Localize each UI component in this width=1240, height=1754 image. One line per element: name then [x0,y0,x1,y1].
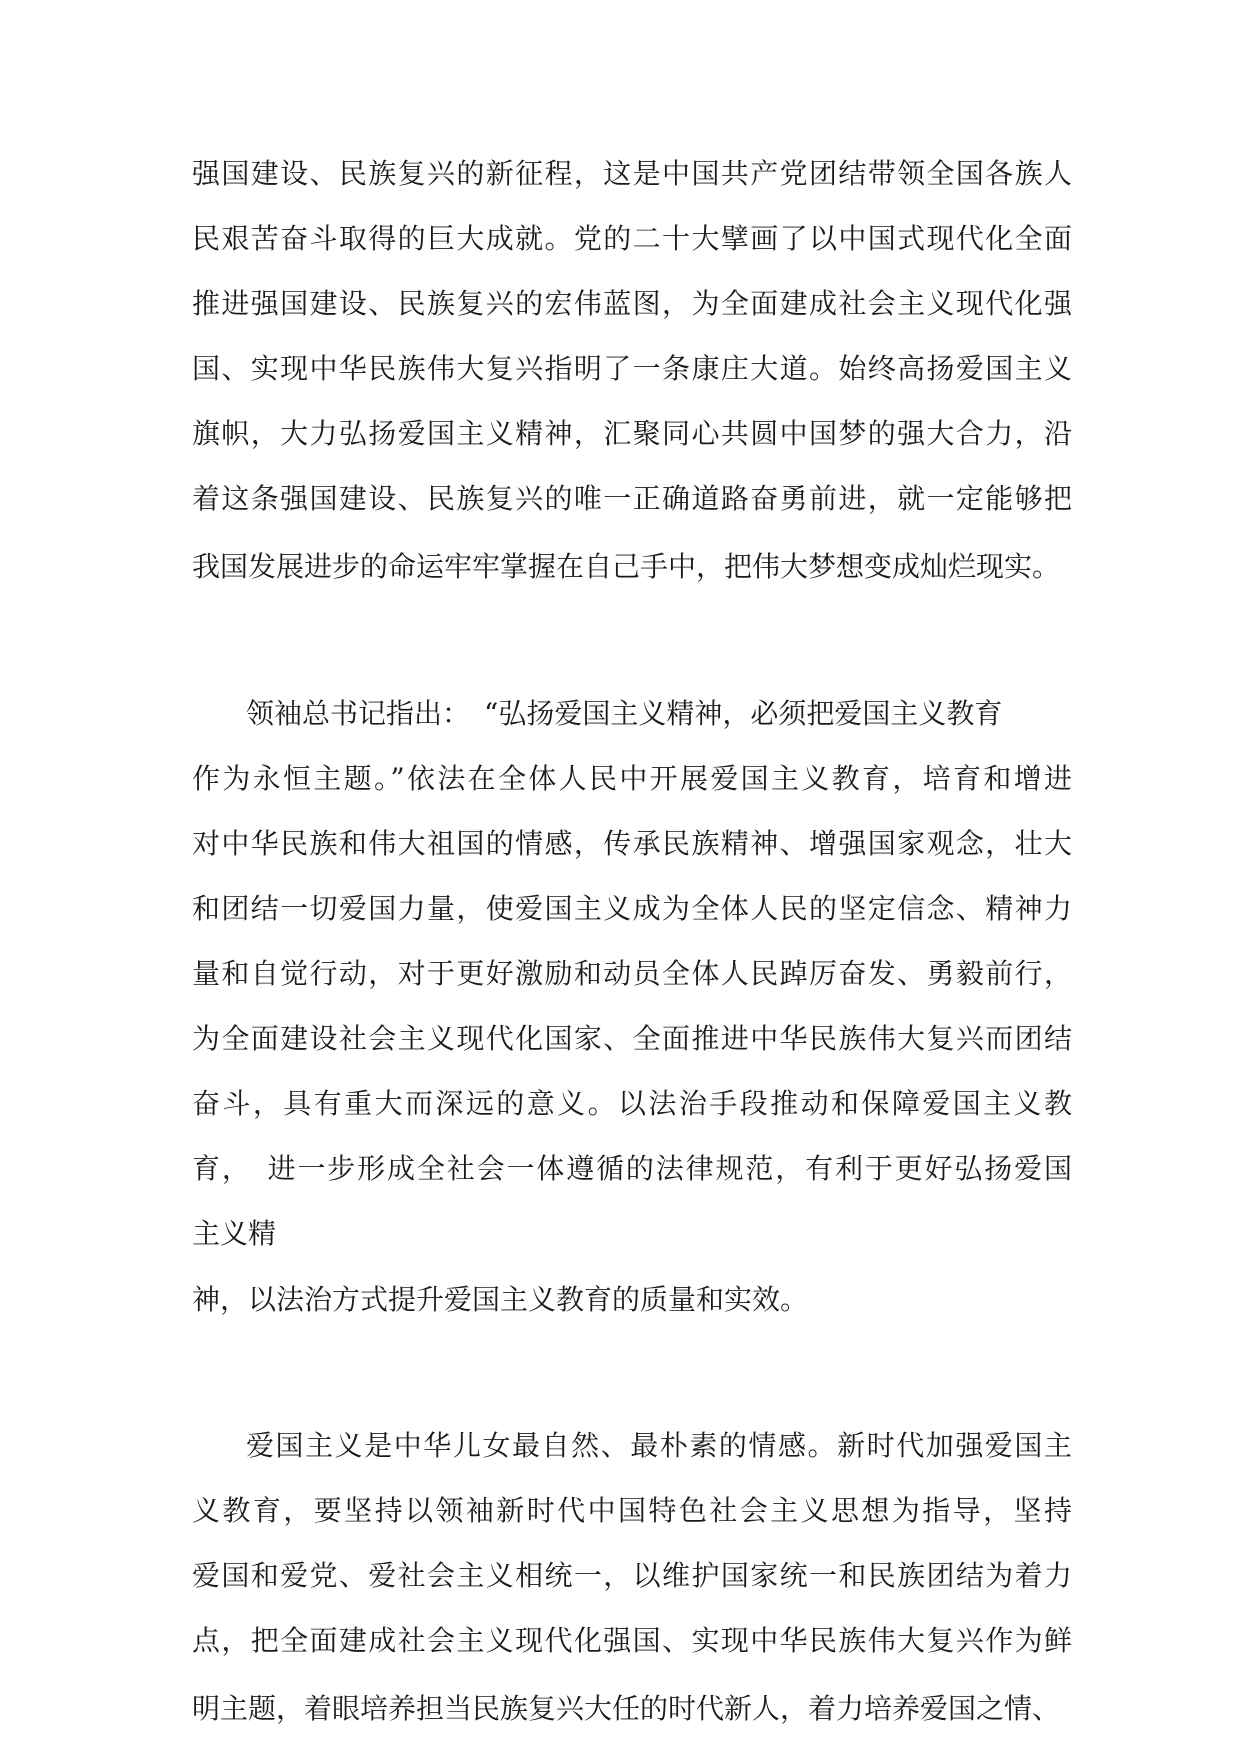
paragraph-line: 主义精 [192,1217,277,1250]
paragraph-line: 为全面建设社会主义现代化国家、全面推进中华民族伟大复兴而团结 [192,1022,1072,1055]
paragraph-line: 作为永恒主题。”依法在全体人民中开展爱国主义教育，培育和增进 [192,762,1072,795]
paragraph-line: 量和自觉行动，对于更好激励和动员全体人民踔厉奋发、勇毅前行， [192,957,1072,990]
paragraph-line: 神，以法治方式提升爱国主义教育的质量和实效。 [192,1283,809,1316]
paragraph-line: 对中华民族和伟大祖国的情感，传承民族精神、增强国家观念，壮大 [192,827,1072,860]
paragraph-line: 育， 进一步形成全社会一体遵循的法律规范，有利于更好弘扬爱国 [192,1152,1072,1185]
paragraph-line: 奋斗，具有重大而深远的意义。以法治手段推动和保障爱国主义教 [192,1087,1072,1120]
paragraph-line: 我国发展进步的命运牢牢掌握在自己手中，把伟大梦想变成灿烂现实。 [192,550,1061,583]
paragraph-line: 强国建设、民族复兴的新征程，这是中国共产党团结带领全国各族人 [192,157,1072,190]
paragraph-line: 旗帜，大力弘扬爱国主义精神，汇聚同心共圆中国梦的强大合力，沿 [192,417,1072,450]
paragraph-line: 点，把全面建成社会主义现代化强国、实现中华民族伟大复兴作为鲜 [192,1624,1072,1657]
paragraph-line: 国、实现中华民族伟大复兴指明了一条康庄大道。始终高扬爱国主义 [192,352,1072,385]
paragraph-line: 领袖总书记指出： “弘扬爱国主义精神，必须把爱国主义教育 [246,697,1003,730]
paragraph-line: 爱国和爱党、爱社会主义相统一，以维护国家统一和民族团结为着力 [192,1559,1072,1592]
paragraph-line: 义教育，要坚持以领袖新时代中国特色社会主义思想为指导，坚持 [192,1494,1072,1527]
paragraph-line: 和团结一切爱国力量，使爱国主义成为全体人民的坚定信念、精神力 [192,892,1072,925]
paragraph-line: 民艰苦奋斗取得的巨大成就。党的二十大擘画了以中国式现代化全面 [192,222,1072,255]
paragraph-line: 推进强国建设、民族复兴的宏伟蓝图，为全面建成社会主义现代化强 [192,287,1072,320]
paragraph-line: 爱国主义是中华儿女最自然、最朴素的情感。新时代加强爱国主 [246,1429,1072,1462]
paragraph-line: 明主题，着眼培养担当民族复兴大任的时代新人，着力培养爱国之情、 [192,1692,1061,1725]
paragraph-line: 着这条强国建设、民族复兴的唯一正确道路奋勇前进，就一定能够把 [192,482,1072,515]
